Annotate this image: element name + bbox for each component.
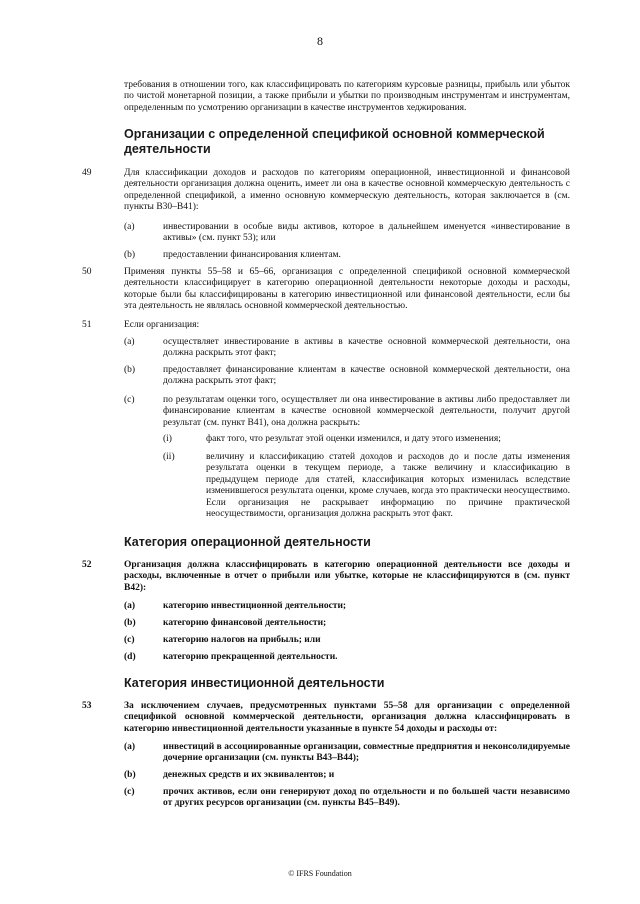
- paragraph-number-52: 52: [82, 560, 92, 570]
- sublist-item: факт того, что результат этой оценки изменился, и дату этого изменения;: [206, 434, 501, 444]
- list-marker: (c): [124, 787, 135, 797]
- list-item: категорию инвестиционной деятельности;: [163, 601, 347, 611]
- paragraph-number-50: 50: [82, 267, 92, 277]
- list-item: предоставлении финансирования клиентам.: [163, 250, 341, 260]
- list-marker: (b): [124, 618, 136, 628]
- list-item: денежных средств и их эквивалентов; и: [163, 770, 335, 780]
- section-heading-operating: Категория операционной деятельности: [124, 535, 371, 549]
- list-marker: (a): [124, 742, 136, 752]
- list-marker: (b): [124, 250, 136, 260]
- paragraph-49-text: Для классификации доходов и расходов по категориям операционной, инвестиционной и финансовой деятельности организация должна оценить, имеет ли она в качестве основной коммерческую деятельность с определенной спецификой, а именно основную коммерческую деятельность, которая заключается в (см. пункты B30–B41):: [124, 168, 570, 213]
- list-marker: (a): [124, 222, 135, 232]
- list-marker: (c): [124, 395, 135, 405]
- list-item: категорию финансовой деятельности;: [163, 618, 327, 628]
- paragraph-50-text: Применяя пункты 55–58 и 65–66, организация с определенной спецификой основной коммерческой деятельности классифицирует в категорию операционной деятельности некоторые доходы и расходы, которые были бы классифицированы в категорию инвестиционной или финансовой деятельности, если бы эта деятельность не являлась основной коммерческой деятельностью.: [124, 267, 570, 312]
- list-item: осуществляет инвестирование в активы в качестве основной коммерческой деятельности, она должна раскрыть этот факт;: [163, 337, 570, 359]
- paragraph-53-text: За исключением случаев, предусмотренных пунктами 55–58 для организации с определенной спецификой основной коммерческой деятельности, организация должна классифицировать в категорию инвестиционной деятельности указанные в пункте 54 доходы и расходы от:: [124, 701, 570, 734]
- paragraph-51-text: Если организация:: [124, 320, 200, 330]
- section-heading-specific-business: Организации с определенной спецификой основной коммерческой деятельности: [124, 127, 545, 156]
- section-heading-investing: Категория инвестиционной деятельности: [124, 676, 385, 690]
- page-footer: © IFRS Foundation: [288, 869, 352, 878]
- paragraph-52-text: Организация должна классифицировать в категорию операционной деятельности все доходы и расходы, включенные в отчет о прибыли или убытке, которые не классифицируются в (см. пункт B42):: [124, 560, 570, 593]
- list-marker: (b): [124, 770, 136, 780]
- list-item: категорию налогов на прибыль; или: [163, 635, 321, 645]
- list-marker: (a): [124, 601, 136, 611]
- page-number: 8: [317, 34, 323, 48]
- sublist-marker: (i): [163, 434, 172, 444]
- paragraph-number-49: 49: [82, 168, 92, 178]
- list-marker: (c): [124, 635, 135, 645]
- list-item: инвестиций в ассоциированные организации, совместные предприятия и неконсолидируемые дочерние организации (см. пункты B43–B44);: [163, 742, 570, 764]
- intro-paragraph: требования в отношении того, как классифицировать по категориям курсовые разницы, прибыль или убыток по чистой монетарной позиции, а также прибыли и убытки по производным инструментам и инструментам, определенным по усмотрению организации в качестве инструментов хеджирования.: [124, 80, 570, 113]
- sublist-marker: (ii): [163, 452, 175, 462]
- list-item: категорию прекращенной деятельности.: [163, 652, 338, 662]
- list-marker: (a): [124, 337, 135, 347]
- paragraph-number-51: 51: [82, 320, 92, 330]
- list-item: предоставляет финансирование клиентам в качестве основной коммерческой деятельности, она должна раскрыть этот факт;: [163, 365, 570, 387]
- list-item: прочих активов, если они генерируют доход по отдельности и по большей части независимо от других ресурсов организации (см. пункты B45–B49).: [163, 787, 570, 809]
- list-marker: (d): [124, 652, 136, 662]
- list-marker: (b): [124, 365, 136, 375]
- list-item: по результатам оценки того, осуществляет ли она инвестирование в активы либо предоставляет ли финансирование клиентам в качестве основной коммерческой деятельности, получит другой результат (см. пункт B41), она должна раскрыть:: [163, 395, 570, 428]
- sublist-item: величину и классификацию статей доходов и расходов до и после даты изменения результата оценки в текущем периоде, а также величину и классификацию в предыдущем периоде для статей, классификация которых изменилась вследствие изменившегося результата оценки, кроме случаев, когда это практически неосуществимо. Если организация не раскрывает информацию по причине практической неосуществимости, организация должна раскрыть этот факт.: [206, 452, 571, 520]
- list-item: инвестировании в особые виды активов, которое в дальнейшем именуется «инвестирование в активы» (см. пункт 53); или: [163, 222, 570, 244]
- paragraph-number-53: 53: [82, 701, 92, 711]
